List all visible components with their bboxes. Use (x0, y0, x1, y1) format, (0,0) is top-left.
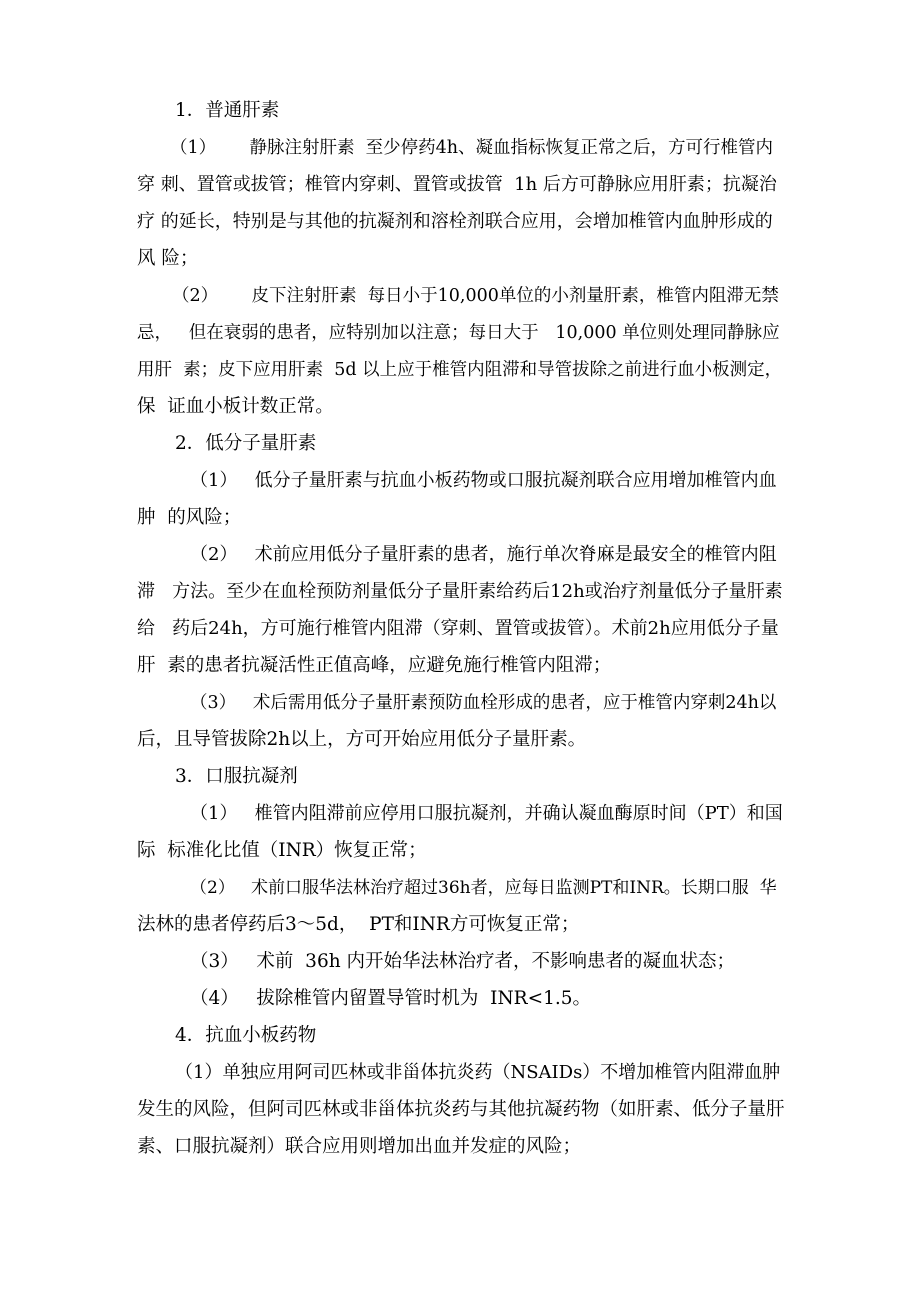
paragraph-line: （1）单独应用阿司匹林或非甾体抗炎药（NSAIDs）不增加椎管内阻滞血肿 (175, 1062, 781, 1083)
paragraph-line: 素、口服抗凝剂）联合应用则增加出血并发症的风险； (137, 1136, 582, 1157)
paragraph-line: （1） 椎管内阻滞前应停用口服抗凝剂，并确认凝血酶原时间（PT）和国 (190, 803, 783, 824)
paragraph-line: （4） 拔除椎管内留置导管时机为 INR<1.5。 (190, 988, 592, 1009)
paragraph-line: 发生的风险，但阿司匹林或非甾体抗炎药与其他抗凝药物（如肝素、低分子量肝 (137, 1099, 785, 1120)
paragraph-line: 肿 的风险； (137, 507, 242, 528)
paragraph-line: 给 药后24h，方可施行椎管内阻滞（穿刺、置管或拔管）。术前2h应用低分子量 (137, 618, 779, 639)
paragraph-line: （2） 术前口服华法林治疗超过36h者，应每日监测PT和INR。长期口服 华 (190, 878, 777, 898)
paragraph-line: （3） 术前 36h 内开始华法林治疗者，不影响患者的凝血状态； (190, 951, 736, 972)
section-heading-oral-anticoagulants: 3．口服抗凝剂 (175, 766, 298, 787)
paragraph-line: 法林的患者停药后3～5d， PT和INR方可恢复正常； (137, 914, 580, 935)
paragraph-line: （1） 静脉注射肝素 至少停药4h、凝血指标恢复正常之后，方可行椎管内 (170, 138, 774, 158)
paragraph-line: 保 证血小板计数正常。 (137, 396, 334, 417)
paragraph-line: 忌， 但在衰弱的患者，应特别加以注意；每日大于 10,000 单位则处理同静脉应 (137, 323, 780, 343)
paragraph-line: 疗 的延长，特别是与其他的抗凝剂和溶栓剂联合应用，会增加椎管内血肿形成的 (137, 211, 773, 232)
paragraph-line: 穿 刺、置管或拔管；椎管内穿刺、置管或拔管 1h 后方可静脉应用肝素；抗凝治 (137, 174, 777, 195)
paragraph-line: （2） 皮下注射肝素 每日小于10,000单位的小剂量肝素，椎管内阻滞无禁 (172, 286, 779, 306)
section-heading-lmwh: 2．低分子量肝素 (175, 433, 317, 454)
section-heading-antiplatelet: 4．抗血小板药物 (175, 1025, 317, 1046)
paragraph-line: 风 险； (137, 248, 199, 269)
paragraph-line: 后，且导管拔除2h以上，方可开始应用低分子量肝素。 (137, 729, 587, 750)
paragraph-line: （3） 术后需用低分子量肝素预防血栓形成的患者，应于椎管内穿刺24h以 (190, 693, 777, 713)
section-heading-heparin: 1．普通肝素 (175, 100, 280, 121)
paragraph-line: 滞 方法。至少在血栓预防剂量低分子量肝素给药后12h或治疗剂量低分子量肝素 (137, 581, 783, 602)
paragraph-line: 际 标准化比值（INR）恢复正常； (137, 840, 427, 861)
paragraph-line: （2） 术前应用低分子量肝素的患者，施行单次脊麻是最安全的椎管内阻 (190, 544, 777, 565)
paragraph-line: （1） 低分子量肝素与抗血小板药物或口服抗凝剂联合应用增加椎管内血 (190, 470, 777, 491)
paragraph-line: 用肝 素；皮下应用肝素 5d 以上应于椎管内阻滞和导管拔除之前进行血小板测定， (137, 360, 783, 380)
paragraph-line: 肝 素的患者抗凝活性正值高峰，应避免施行椎管内阻滞； (137, 655, 612, 676)
